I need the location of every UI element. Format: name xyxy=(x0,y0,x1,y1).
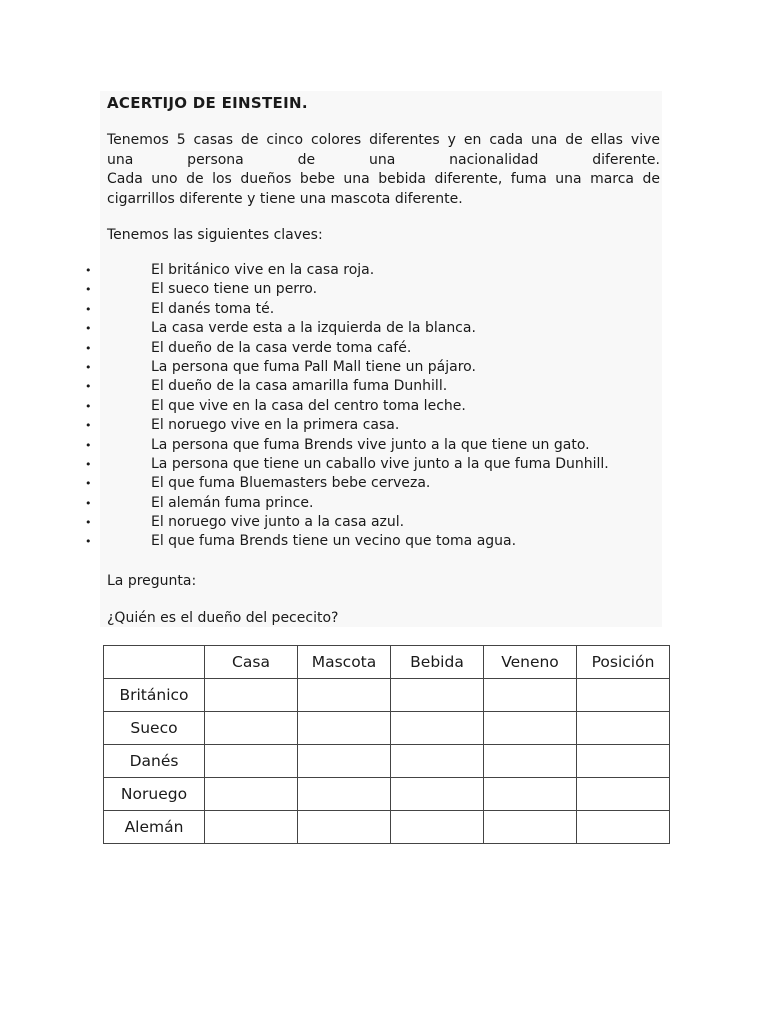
grid-cell[interactable] xyxy=(298,712,391,745)
grid-cell[interactable] xyxy=(577,811,670,844)
grid-cell[interactable] xyxy=(484,811,577,844)
solution-grid xyxy=(103,645,670,844)
row-header-britanico: Británico xyxy=(104,679,205,712)
grid-cell[interactable] xyxy=(298,811,391,844)
grid-cell[interactable] xyxy=(577,712,670,745)
column-header-posicion: Posición xyxy=(577,646,670,679)
clue-text: El danés toma té. xyxy=(151,300,275,317)
column-header-bebida: Bebida xyxy=(391,646,484,679)
grid-cell[interactable] xyxy=(391,778,484,811)
clue-text: El que fuma Brends tiene un vecino que toma agua. xyxy=(151,533,517,550)
grid-cell[interactable] xyxy=(205,778,298,811)
intro-paragraph xyxy=(107,131,660,209)
row-header-aleman: Alemán xyxy=(104,811,205,844)
clue-text: La persona que tiene un caballo vive junto a la que fuma Dunhill. xyxy=(151,455,609,472)
clue-text: El alemán fuma prince. xyxy=(151,494,314,511)
grid-cell[interactable] xyxy=(484,679,577,712)
grid-cell[interactable] xyxy=(391,679,484,712)
intro-line: cigarrillos diferente y tiene una mascota diferente. xyxy=(107,190,463,207)
bullet-icon: • xyxy=(85,438,92,452)
grid-cell[interactable] xyxy=(205,679,298,712)
question-text: ¿Quién es el dueño del pececito? xyxy=(107,610,339,626)
grid-cell[interactable] xyxy=(391,712,484,745)
grid-cell[interactable] xyxy=(205,811,298,844)
column-header-mascota: Mascota xyxy=(298,646,391,679)
intro-line: Cada uno de los dueños bebe una bebida diferente, fuma una marca de xyxy=(107,171,660,187)
grid-cell[interactable] xyxy=(577,679,670,712)
row-header-danes: Danés xyxy=(104,745,205,778)
column-header-casa: Casa xyxy=(205,646,298,679)
grid-cell[interactable] xyxy=(205,745,298,778)
table-row xyxy=(104,712,670,745)
bullet-icon: • xyxy=(85,516,92,530)
intro-line: una persona de una nacionalidad diferente. xyxy=(107,151,660,168)
question-label: La pregunta: xyxy=(107,573,197,589)
bullet-icon: • xyxy=(85,399,92,413)
grid-cell[interactable] xyxy=(577,778,670,811)
bullet-icon: • xyxy=(85,496,92,510)
bullet-icon: • xyxy=(85,360,92,374)
bullet-icon: • xyxy=(85,322,92,336)
grid-cell[interactable] xyxy=(391,745,484,778)
bullet-icon: • xyxy=(85,477,92,491)
clue-text: El británico vive en la casa roja. xyxy=(151,262,375,278)
grid-cell[interactable] xyxy=(298,745,391,778)
bullet-icon: • xyxy=(85,419,92,433)
table-row xyxy=(104,811,670,844)
grid-cell[interactable] xyxy=(484,778,577,811)
bullet-icon: • xyxy=(85,535,92,549)
row-header-sueco: Sueco xyxy=(104,712,205,745)
grid-cell[interactable] xyxy=(205,712,298,745)
clue-text: El dueño de la casa amarilla fuma Dunhill. xyxy=(151,378,448,395)
clue-text: La persona que fuma Brends vive junto a la que tiene un gato. xyxy=(151,436,590,453)
table-row xyxy=(104,745,670,778)
column-header-veneno: Veneno xyxy=(484,646,577,679)
table-row xyxy=(104,679,670,712)
grid-cell[interactable] xyxy=(484,745,577,778)
row-header-noruego: Noruego xyxy=(104,778,205,811)
grid-cell[interactable] xyxy=(577,745,670,778)
clue-text: El que vive en la casa del centro toma leche. xyxy=(151,397,466,414)
grid-corner-cell xyxy=(104,646,205,679)
grid-cell[interactable] xyxy=(391,811,484,844)
grid-header-row xyxy=(104,646,670,679)
grid-cell[interactable] xyxy=(298,778,391,811)
intro-line: Tenemos 5 casas de cinco colores diferentes y en cada una de ellas vive xyxy=(107,132,660,148)
bullet-icon: • xyxy=(85,380,92,394)
clue-text: El sueco tiene un perro. xyxy=(151,281,318,298)
clue-text: El dueño de la casa verde toma café. xyxy=(151,339,412,356)
bullet-icon: • xyxy=(85,283,92,297)
bullet-icon: • xyxy=(85,302,92,316)
grid-cell[interactable] xyxy=(484,712,577,745)
bullet-icon: • xyxy=(85,341,92,355)
bullet-icon: • xyxy=(85,457,92,471)
clue-text: El noruego vive en la primera casa. xyxy=(151,417,400,434)
clue-text: La casa verde esta a la izquierda de la blanca. xyxy=(151,320,476,337)
clue-text: La persona que fuma Pall Mall tiene un pájaro. xyxy=(151,358,476,375)
table-row xyxy=(104,778,670,811)
bullet-icon: • xyxy=(85,264,92,277)
grid-cell[interactable] xyxy=(298,679,391,712)
page-title: ACERTIJO DE EINSTEIN. xyxy=(107,94,308,112)
clue-text: El que fuma Bluemasters bebe cerveza. xyxy=(151,475,431,492)
clue-text: El noruego vive junto a la casa azul. xyxy=(151,514,405,531)
clues-heading: Tenemos las siguientes claves: xyxy=(107,227,323,243)
